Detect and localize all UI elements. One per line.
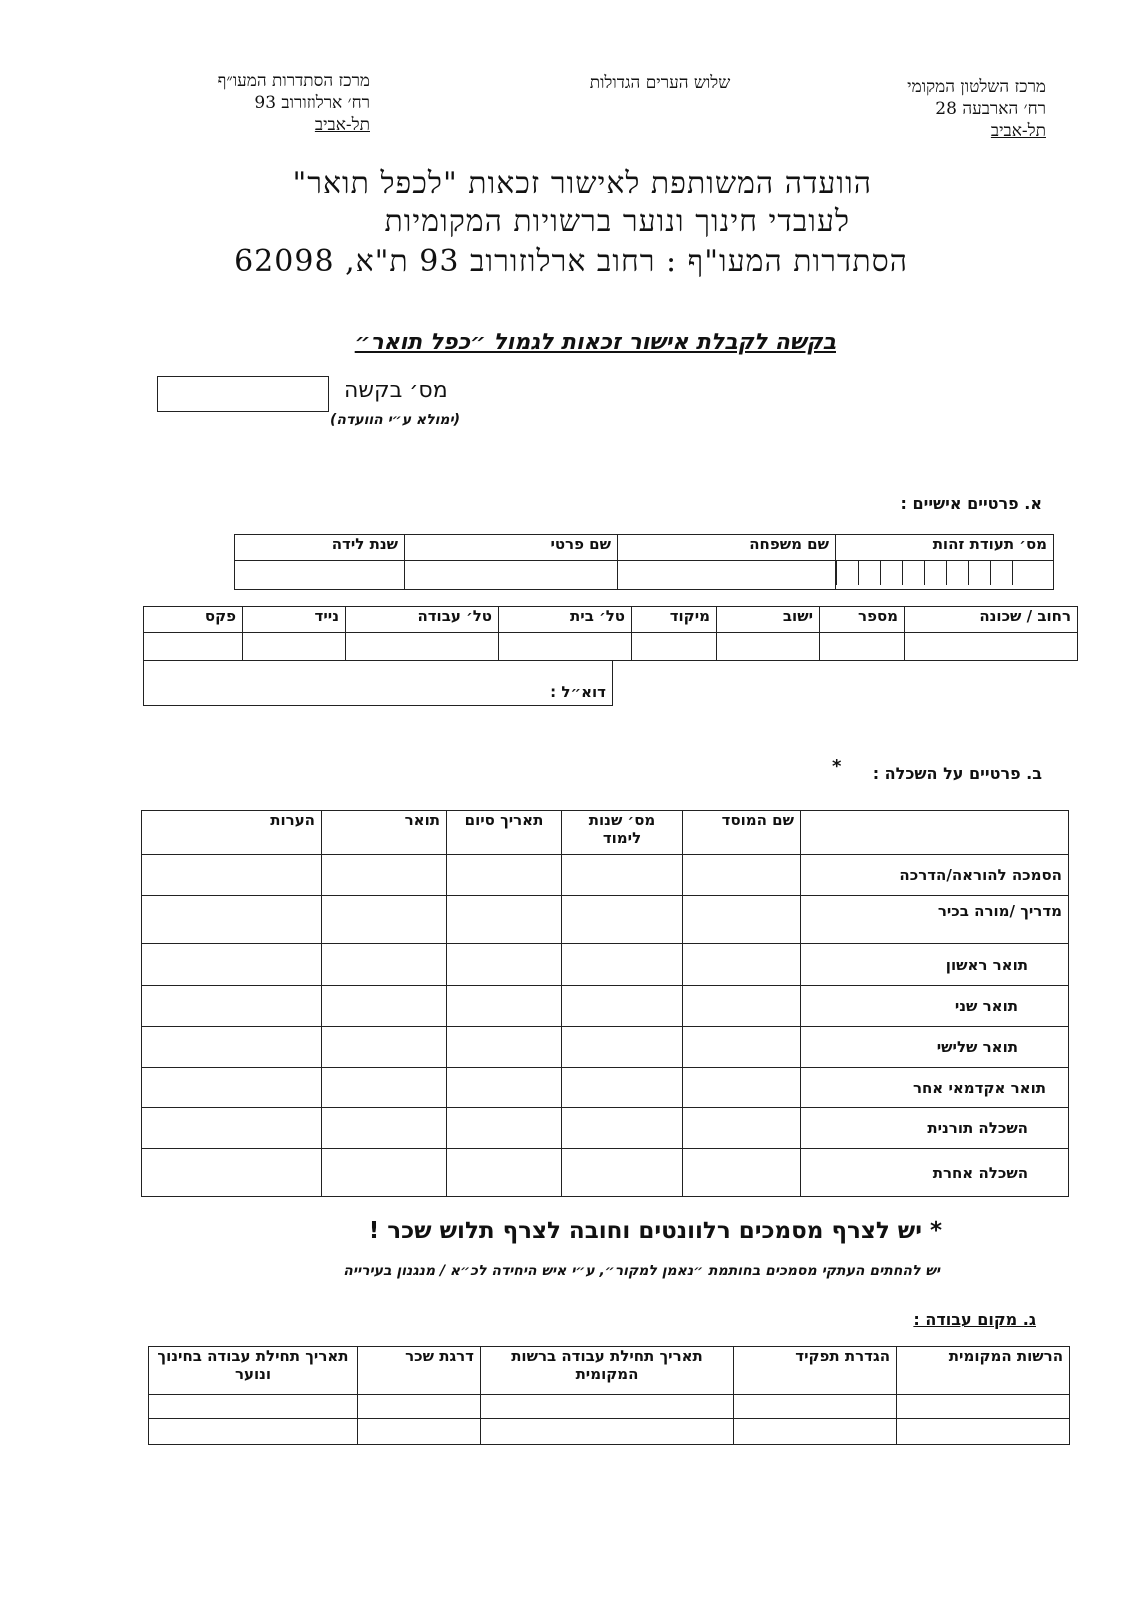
salary-grade-header: דרגת שכר [358,1347,481,1395]
edu-row-label: תואר אקדמאי אחר [801,1068,1069,1108]
header-right-street: רח׳ הארבעה 28 [935,99,1046,119]
required-documents-note: * יש לצרף מסמכים רלוונטים וחובה לצרף תלוש שכר ! [368,1218,942,1244]
first-name-header: שם פרטי [405,535,618,561]
committee-line-2: לעובדי חינוך ונוער ברשויות המקומיות [384,204,850,239]
workplace-table [148,1346,1070,1445]
header-center [560,72,760,94]
id-number-header: מס׳ תעודת זהות [836,535,1054,561]
section-b-asterisk: * [832,756,842,777]
edu-row-label: השכלה תורנית [801,1108,1069,1149]
remarks-header: הערות [142,811,322,855]
request-number-label: מס׳ בקשה [344,378,448,403]
edu-row-label: תואר שני [801,986,1069,1027]
street-field[interactable] [905,633,1078,661]
job-definition-header: הגדרת תפקיד [734,1347,897,1395]
edu-row-label: השכלה אחרת [801,1149,1069,1197]
house-number-field[interactable] [820,633,905,661]
id-number-field[interactable] [836,561,1054,590]
committee-line-1: הוועדה המשותפת לאישור זכאות "לכפל תואר" [292,166,872,201]
education-table [141,810,1069,1197]
education-start-date-header: תאריך תחילת עבודה בחינוך ונוער [149,1347,358,1395]
edu-row-label: מדריך /מורה בכיר [801,896,1069,944]
institution-header: שם המוסד [683,811,801,855]
town-header: ישוב [717,607,820,633]
authority-start-date-header: תאריך תחילת עבודה ברשות המקומית [481,1347,734,1395]
first-name-field[interactable] [405,561,618,590]
study-years-header: מס׳ שנות לימוד [562,811,683,855]
house-number-header: מספר [820,607,905,633]
home-phone-field[interactable] [499,633,632,661]
last-name-header: שם משפחה [618,535,836,561]
header-right-city: תל-אביב [990,121,1046,141]
request-number-note: (ימולא ע״י הוועדה) [330,412,461,428]
header-center-text: שלוש הערים הגדולות [589,73,731,93]
town-field[interactable] [717,633,820,661]
edu-row-label: תואר ראשון [801,944,1069,986]
personal-details-table [234,534,1054,590]
work-phone-header: טל׳ עבודה [346,607,499,633]
degree-header: תואר [322,811,447,855]
zip-field[interactable] [632,633,717,661]
header-left-city: תל-אביב [314,115,370,135]
edu-row-label: הסמכה להוראה/הדרכה [801,855,1069,896]
email-field[interactable] [143,660,613,706]
header-right [786,76,1046,142]
contact-details-table [143,606,1078,661]
edu-row-label: תואר שלישי [801,1027,1069,1068]
email-label: דוא״ל : [550,683,606,701]
edu-type-header [801,811,1069,855]
mobile-field[interactable] [243,633,346,661]
birth-year-header: שנת לידה [235,535,405,561]
birth-year-field[interactable] [235,561,405,590]
work-phone-field[interactable] [346,633,499,661]
section-a-title: א. פרטיים אישיים : [900,494,1042,513]
section-b-title: ב. פרטיים על השכלה : [872,764,1042,783]
street-header: רחוב / שכונה [905,607,1078,633]
header-left [160,70,370,136]
mobile-header: נייד [243,607,346,633]
zip-header: מיקוד [632,607,717,633]
header-left-street: רח׳ ארלוזורוב 93 [254,93,370,113]
last-name-field[interactable] [618,561,836,590]
header-left-org: מרכז הסתדרות המעו״ף [217,71,370,91]
section-c-title: ג. מקום עבודה : [913,1310,1036,1329]
header-right-org: מרכז השלטון המקומי [907,77,1046,97]
graduation-date-header: תאריך סיום [447,811,562,855]
request-number-box[interactable] [157,376,329,412]
certification-note: יש להחתים העתקי מסמכים בחותמת ״נאמן למקור״, ע״י איש היחידה לכ״א / מנגנון בעירייה [343,1263,940,1279]
fax-header: פקס [144,607,243,633]
home-phone-header: טל׳ בית [499,607,632,633]
local-authority-header: הרשות המקומית [897,1347,1070,1395]
fax-field[interactable] [144,633,243,661]
committee-line-3: הסתדרות המעו"ף : רחוב ארלוזורוב 93 ת"א, 62098 [234,244,908,279]
form-title: בקשה לקבלת אישור זכאות לגמול ״כפל תואר״ [354,330,836,355]
